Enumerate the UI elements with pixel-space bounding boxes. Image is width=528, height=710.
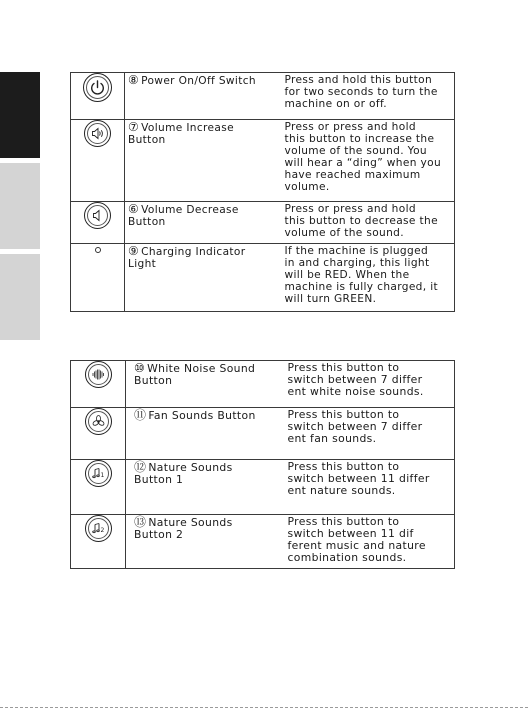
icon-cell xyxy=(71,361,126,408)
button-description: Press or press and hold this button to increase the volume of the sound. You will hear a “ding” when you have reached maximum volume. xyxy=(282,120,455,202)
table-row xyxy=(71,73,455,120)
button-description: If the machine is plugged in and charging, this light will be RED. When the machine is fully charged, it will turn GREEN. xyxy=(282,244,455,312)
section-tab xyxy=(0,163,40,249)
icon-cell xyxy=(71,244,125,312)
button-description: Press this button to switch between 11 differ ent nature sounds. xyxy=(283,460,455,515)
button-name: ⑨ Charging Indicator Light xyxy=(125,244,282,312)
button-name: ⑦ Volume Increase Button xyxy=(125,120,282,202)
icon-cell xyxy=(71,120,125,202)
table-row xyxy=(71,361,455,408)
table-row xyxy=(71,202,455,244)
table-row xyxy=(71,120,455,202)
button-description: Press this button to switch between 7 differ ent fan sounds. xyxy=(283,408,455,460)
icon-cell xyxy=(71,460,126,515)
table-row xyxy=(71,515,455,569)
button-name: ⑥ Volume Decrease Button xyxy=(125,202,282,244)
button-name: ⑩ White Noise Sound Button xyxy=(126,361,283,408)
button-description: Press and hold this button for two seconds to turn the machine on or off. xyxy=(282,73,455,120)
table-row xyxy=(71,244,455,312)
charging-indicator-icon xyxy=(95,247,101,253)
fan-icon xyxy=(85,408,112,435)
button-name: ⑪ Fan Sounds Button xyxy=(126,408,283,460)
section-tab-active xyxy=(0,72,40,158)
button-description: Press this button to switch between 11 dif ferent music and nature combination sounds. xyxy=(283,515,455,569)
section-tab xyxy=(0,254,40,340)
icon-cell xyxy=(71,73,125,120)
nature-2-icon xyxy=(85,515,112,542)
svg-text:1: 1 xyxy=(100,472,105,479)
icon-cell xyxy=(71,408,126,460)
svg-text:2: 2 xyxy=(100,527,105,534)
button-name: ⑧ Power On/Off Switch xyxy=(125,73,282,120)
controls-table-2 xyxy=(70,360,455,569)
button-name: ⑫ Nature Sounds Button 1 xyxy=(126,460,283,515)
power-icon xyxy=(83,73,112,102)
icon-cell xyxy=(71,202,125,244)
button-description: Press this button to switch between 7 differ ent white noise sounds. xyxy=(283,361,455,408)
button-description: Press or press and hold this button to decrease the volume of the sound. xyxy=(282,202,455,244)
table-row xyxy=(71,408,455,460)
controls-table-1 xyxy=(70,72,455,312)
nature-1-icon xyxy=(85,460,112,487)
table-row xyxy=(71,460,455,515)
button-name: ⑬ Nature Sounds Button 2 xyxy=(126,515,283,569)
icon-cell xyxy=(71,515,126,569)
page-trim-line xyxy=(0,707,528,708)
white-noise-icon xyxy=(85,361,112,388)
volume-down-icon xyxy=(84,202,111,229)
volume-up-icon xyxy=(84,120,111,147)
